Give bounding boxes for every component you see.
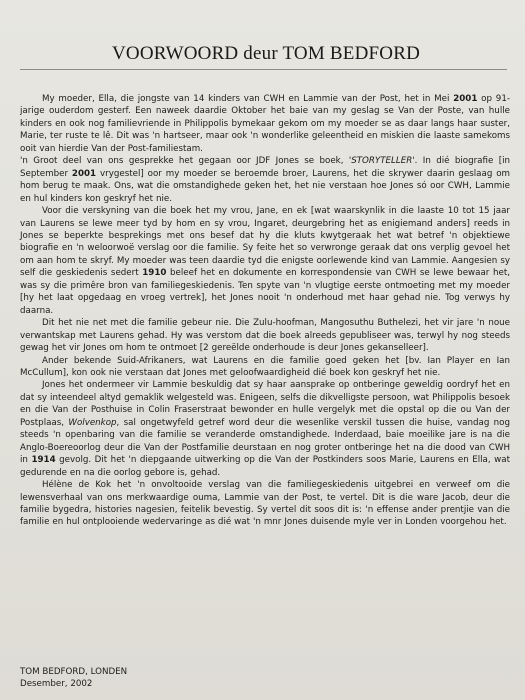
paragraph-text: beleef het en dokumente en korrespondensie van CWH se lewe bewaar het, was sy die primêre bron van familiegeskiedenis. Ten spyte van 'n vlugtige eerste ontmoeting met my moeder [hy het laat opgedaag en vroeg vertrek], het Jones nooit 'n onderhoud met haar gehad nie. Tog verwys hy daarna.: [20, 268, 510, 316]
signature-block: [20, 666, 127, 691]
page-title: VOORWOORD deur TOM BEDFORD: [112, 43, 420, 64]
body-paragraph: [20, 479, 510, 529]
foreword-body: [20, 93, 510, 529]
signature-name: TOM BEDFORD, LONDEN: [20, 667, 128, 677]
title-divider: [20, 69, 507, 70]
paragraph-text: gevolg. Dit het 'n diepgaande uitwerking op die Van der Postkinders soos Marie, Laurens en Ella, wat gedurende en na die oorlog gebore is, gehad.: [20, 455, 510, 478]
italic-text: STORYTELLER: [351, 156, 413, 167]
bold-text: 1910: [142, 268, 167, 279]
body-paragraph: [20, 317, 510, 354]
paragraph-text: Jones het ondermeer vir Lammie beskuldig dat sy haar aansprake op ontberinge geweldig oordryf het en dat sy inteendeel altyd gemaklik welgesteld was. Enigeen, selfs die dikvelligste persoon, wat Philippolis besoek en die Van der Posthuise in Colin Fraserstraat bewonder en hulle vergelyk met die opstal op die ou Van der Postplaas,: [20, 380, 510, 428]
body-paragraph: [20, 379, 510, 479]
paragraph-text: '. In dié biografie [in September: [20, 156, 510, 179]
body-paragraph: [20, 355, 510, 380]
paragraph-text: op 91-jarige ouderdom gesterf. Een naweek daardie Oktober het baie van my geslag se Van der Poste, van hulle kinders en ook nog familievriende in Philippolis bymekaar gekom om my moeder se as daar langs haar suster, Marie, ter ruste te lê. Dit was 'n hartseer, maar ook 'n wonderlike geleentheid en miskien die laaste samekoms ooit van hierdie Van der Post-familiestam.: [20, 94, 510, 154]
paragraph-text: Voor die verskyning van die boek het my vrou, Jane, en ek [wat waarskynlik in die laaste 10 tot 15 jaar van Laurens se lewe meer tyd by hom en sy vrou, Ingaret, deurgebring het as enigiemand anders] reeds in Jones se beperkte besprekings met ons besef dat hy die kluts kwytgeraak het wat betref 'n objektiewe biografie en 'n weloorwoë verslag oor die familie. Sy feite het so verwronge geraak dat ons verplig gevoel het om aan hom te skryf. My moeder was teen daardie tyd die enigste oorlewende kind van Lammie. Aangesien sy self die geskiedenis sedert: [20, 206, 510, 279]
body-paragraph: [20, 93, 510, 155]
signature-date: Desember, 2002: [20, 679, 93, 690]
paragraph-text: My moeder, Ella, die jongste van 14 kinders van CWH en Lammie van der Post, het in Mei: [42, 94, 454, 104]
paragraph-text: , sal ongetwyfeld getref word deur die wesenlike verskil tussen die huise, vandag nog steeds 'n openbaring van die familie se veranderde omstandighede. Inderdaad, baie moeilike jare is na die Anglo-Boereoorlog deur die Van der Postfamilie deurstaan en nog groter ontberinge het na die dood van CWH in: [20, 417, 510, 466]
paragraph-text: Hélène de Kok het 'n onvoltooide verslag van die familiegeskiedenis uitgebrei en verweef om die lewensverhaal van ons merkwaardige ouma, Lammie van der Post, te vertel. Dit is die ware Jacob, deur die familie bygedra, histories nagesien, feitelik bevestig. Sy vertel dit soos dit is: 'n effense ander prentjie van die familie en hul ontplooiende wedervaringe as dié wat 'n mnr Jones duisende myle ver in Londen voorgehou het.: [20, 480, 510, 528]
body-paragraph: [20, 155, 510, 205]
paragraph-text: Ander bekende Suid-Afrikaners, wat Laurens en die familie goed geken het [bv. Ian Player en Ian McCullum], kon ook nie verstaan dat Jones met geloofwaardigheid dié boek kon geskryf het nie.: [20, 355, 510, 378]
paragraph-text: 'n Groot deel van ons gesprekke het gegaan oor JDF Jones se boek, ': [20, 156, 352, 167]
bold-text: 2001: [453, 94, 478, 104]
paragraph-text: vrygestel] oor my moeder se beroemde broer, Laurens, het die skrywer daarin geslaag om hom berug te maak. Ons, wat die omstandighede geken het, het nie verstaan hoe Jones só oor CWH, Lammie en hul kinders kon geskryf het nie.: [20, 168, 510, 204]
body-paragraph: [20, 205, 510, 317]
bold-text: 1914: [31, 455, 56, 466]
paragraph-text: Dit het nie net met die familie gebeur nie. Die Zulu-hoofman, Mangosuthu Buthelezi, het vir jare 'n noue verwantskap met Laurens gehad. Hy was verstom dat die boek alreeds gepubliseer was, terwyl hy nog steeds gewag het vir Jones om hom te ontmoet [2 gereëlde onderhoude is deur Jones gekanselleer].: [20, 318, 510, 354]
bold-text: 2001: [71, 168, 97, 179]
italic-text: Wolvenkop: [68, 417, 117, 428]
